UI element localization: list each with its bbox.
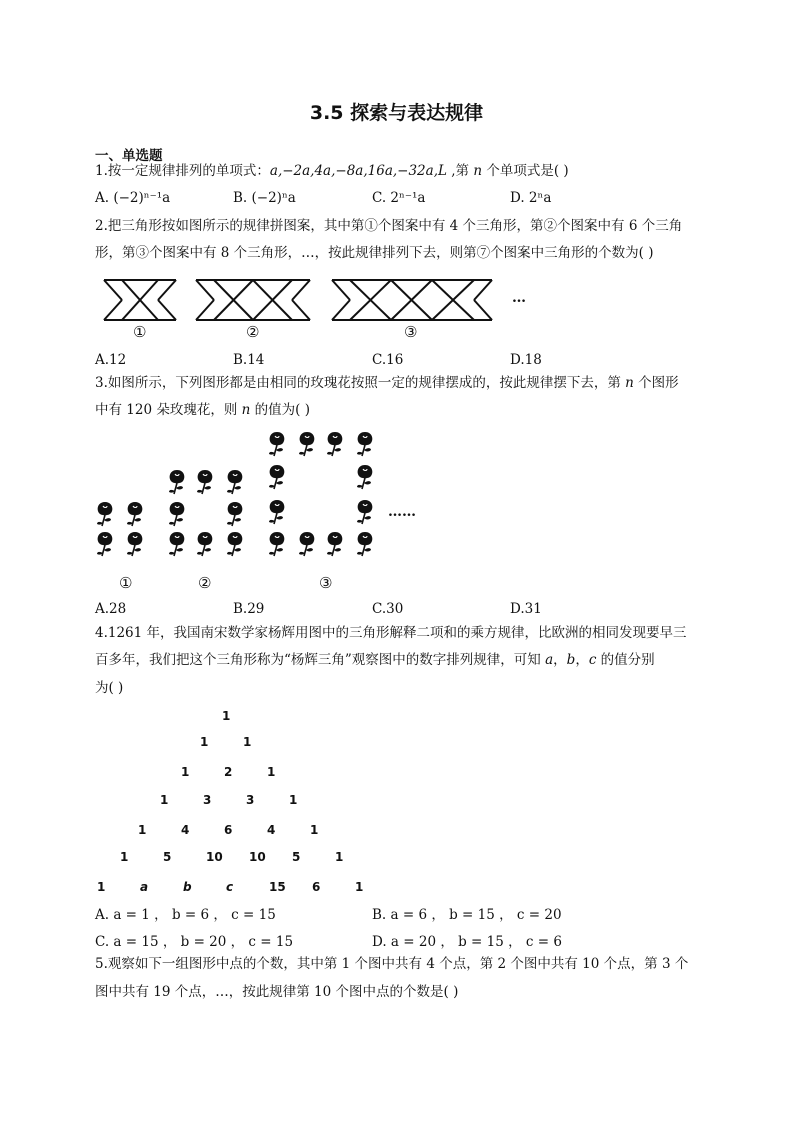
question-5-line-1: 5.观察如下一组图形中点的个数，其中第 1 个图中共有 4 个点，第 2 个图中共有 10 个点，第 3 个: [95, 956, 689, 972]
rose-icon: [269, 465, 284, 489]
rose-label-2: ②: [198, 574, 212, 592]
q2-option-d[interactable]: D.18: [510, 352, 542, 368]
pattern-ellipsis: …: [512, 290, 526, 306]
yanghui-cell: 1: [267, 765, 276, 779]
yanghui-cell: 6: [224, 823, 233, 837]
rose-icon: [357, 500, 372, 524]
question-4-line-2: [95, 647, 655, 674]
q4-sep-2: ，: [575, 652, 589, 668]
pattern-label-1: ①: [133, 323, 147, 341]
page-title: 3.5 探索与表达规律: [309, 102, 484, 124]
yanghui-cell: 1: [355, 880, 364, 894]
q3-n: n: [625, 375, 634, 391]
yanghui-cell: 15: [269, 880, 286, 894]
q4-text-b: 的值分别: [596, 652, 655, 668]
rose-icon: [327, 532, 342, 556]
rose-icon: [357, 465, 372, 489]
q3-n-2: n: [241, 402, 251, 418]
q3-text-c: 中有 120 朵玫瑰花，则: [95, 402, 242, 418]
pattern-label-2: ②: [246, 323, 260, 341]
yanghui-cell: 1: [138, 823, 147, 837]
rose-icon: [299, 532, 314, 556]
rose-icon: [327, 432, 342, 456]
q3-text-b: 个图形: [633, 375, 679, 391]
q4-option-d[interactable]: D. a = 20 ， b = 15 ， c = 6: [372, 934, 562, 950]
yanghui-cell: 1: [97, 880, 106, 894]
q4-b: b: [566, 652, 576, 668]
q1-option-a[interactable]: A. (−2)ⁿ⁻¹a: [95, 190, 171, 206]
triangle-pattern-3: [332, 280, 492, 320]
q1-n: n: [473, 163, 483, 179]
yanghui-cell: 10: [249, 850, 266, 864]
rose-icon: [127, 502, 142, 526]
question-4-line-1: 4.1261 年，我国南宋数学家杨辉用图中的三角形解释二项和的乘方规律，比欧洲的相同发现要早三: [95, 625, 687, 641]
yanghui-cell: 1: [120, 850, 129, 864]
rose-icon: [227, 532, 242, 556]
q3-option-b[interactable]: B.29: [233, 601, 265, 617]
rose-label-3: ③: [319, 574, 333, 592]
yanghui-cell: 1: [243, 735, 252, 749]
rose-icon: [357, 432, 372, 456]
rose-icon: [97, 532, 112, 556]
q4-a: a: [545, 652, 554, 668]
yanghui-cell: 3: [246, 793, 255, 807]
rose-patterns-figure: [95, 428, 425, 568]
rose-label-1: ①: [119, 574, 133, 592]
q4-c: c: [588, 652, 597, 668]
q1-text: 1.按一定规律排列的单项式：: [95, 163, 270, 179]
rose-icon: [197, 532, 212, 556]
yanghui-cell: 1: [181, 765, 190, 779]
rose-icon: [169, 470, 184, 494]
q1-text-c: 个单项式是( ): [482, 163, 569, 179]
q3-text-d: 的值为( ): [250, 402, 310, 418]
rose-icon: [269, 500, 284, 524]
q1-option-c[interactable]: C. 2ⁿ⁻¹a: [372, 190, 426, 206]
triangle-patterns-figure: [100, 276, 540, 346]
yanghui-cell: 5: [292, 850, 301, 864]
rose-icon: [299, 432, 314, 456]
q4-option-c[interactable]: C. a = 15 ， b = 20 ， c = 15: [95, 934, 294, 950]
q1-text-b: ,第: [446, 163, 474, 179]
q2-option-a[interactable]: A.12: [95, 352, 127, 368]
question-4-line-3: 为( ): [95, 680, 124, 696]
question-2-line-2: 形，第③个图案中有 8 个三角形，…，按此规律排列下去，则第⑦个图案中三角形的个数为( ): [95, 245, 654, 261]
rose-icon: [127, 532, 142, 556]
q4-sep-1: ，: [553, 652, 567, 668]
q1-sequence: a,−2a,4a,−8a,16a,−32a,L: [269, 163, 447, 179]
triangle-pattern-1: [104, 280, 176, 320]
rose-ellipsis: ……: [388, 504, 416, 520]
q3-option-d[interactable]: D.31: [510, 601, 542, 617]
question-1: [95, 158, 569, 185]
yanghui-cell: b: [183, 880, 192, 894]
q4-option-b[interactable]: B. a = 6 ， b = 15 ， c = 20: [372, 907, 562, 923]
rose-icon: [269, 532, 284, 556]
q4-text-a: 百多年，我们把这个三角形称为“杨辉三角”观察图中的数字排列规律，可知: [95, 652, 546, 668]
q1-option-d[interactable]: D. 2ⁿa: [510, 190, 552, 206]
yanghui-cell: 1: [160, 793, 169, 807]
rose-icon: [357, 532, 372, 556]
yanghui-cell: 1: [335, 850, 344, 864]
triangle-pattern-2: [196, 280, 310, 320]
rose-icon: [169, 502, 184, 526]
yanghui-cell: a: [140, 880, 149, 894]
q1-option-b[interactable]: B. (−2)ⁿa: [233, 190, 296, 206]
yanghui-cell: 5: [163, 850, 172, 864]
rose-icon: [227, 502, 242, 526]
yanghui-cell: 4: [267, 823, 276, 837]
q3-option-a[interactable]: A.28: [95, 601, 127, 617]
question-5-line-2: 图中共有 19 个点，…，按此规律第 10 个图中点的个数是( ): [95, 984, 459, 1000]
question-3-line-1: [95, 370, 679, 397]
yanghui-cell: 1: [200, 735, 209, 749]
yanghui-cell: 6: [312, 880, 321, 894]
rose-icon: [169, 532, 184, 556]
rose-icon: [227, 470, 242, 494]
q3-option-c[interactable]: C.30: [372, 601, 404, 617]
yanghui-cell: c: [226, 880, 234, 894]
yanghui-cell: 2: [224, 765, 233, 779]
rose-icon: [197, 470, 212, 494]
rose-icon: [97, 502, 112, 526]
question-2-line-1: 2.把三角形按如图所示的规律拼图案，其中第①个图案中有 4 个三角形，第②个图案中有 6 个三角: [95, 218, 683, 234]
pattern-label-3: ③: [404, 323, 418, 341]
q2-option-b[interactable]: B.14: [233, 352, 265, 368]
yanghui-cell: 3: [203, 793, 212, 807]
section-heading: 一、单选题: [95, 148, 163, 164]
q4-option-a[interactable]: A. a = 1 ， b = 6 ， c = 15: [95, 907, 276, 923]
rose-icon: [269, 432, 284, 456]
question-3-line-2: [95, 397, 310, 424]
yanghui-cell: 1: [310, 823, 319, 837]
yanghui-cell: 1: [222, 709, 231, 723]
yanghui-cell: 1: [289, 793, 298, 807]
q3-text-a: 3.如图所示，下列图形都是由相同的玫瑰花按照一定的规律摆成的，按此规律摆下去，第: [95, 375, 626, 391]
q2-option-c[interactable]: C.16: [372, 352, 404, 368]
yanghui-cell: 10: [206, 850, 223, 864]
yanghui-cell: 4: [181, 823, 190, 837]
